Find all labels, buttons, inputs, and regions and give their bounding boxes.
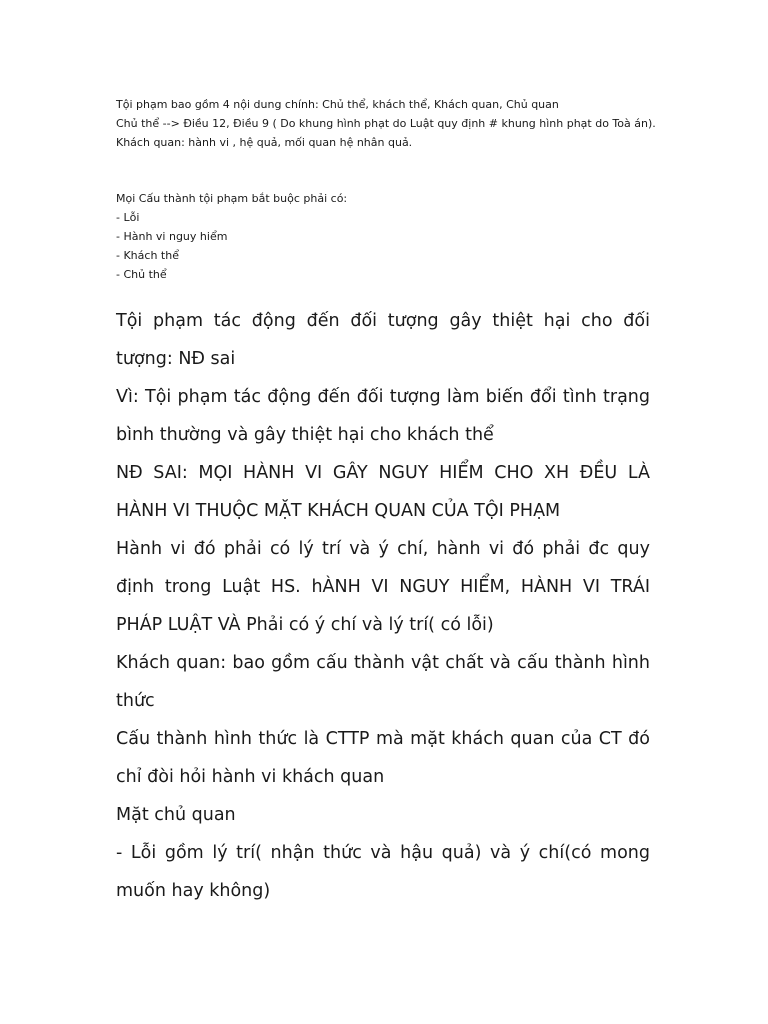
requirement-item: - Chủ thể bbox=[116, 268, 167, 281]
requirement-item: - Khách thể bbox=[116, 249, 179, 262]
note-paragraph: Khách quan: bao gồm cấu thành vật chất và cấu thành hình thức bbox=[116, 653, 650, 711]
requirement-item: - Lỗi bbox=[116, 211, 140, 224]
requirements-heading: Mọi Cấu thành tội phạm bắt buộc phải có: bbox=[116, 192, 348, 205]
note-paragraph: NĐ SAI: MỌI HÀNH VI GÂY NGUY HIỂM CHO XH ĐỀU LÀ HÀNH VI THUỘC MẶT KHÁCH QUAN CỦA TỘI PHẠM bbox=[116, 463, 650, 521]
note-paragraph: Mặt chủ quan bbox=[116, 805, 236, 825]
requirement-item: - Hành vi nguy hiểm bbox=[116, 230, 228, 243]
requirements-section bbox=[116, 189, 676, 284]
intro-section bbox=[116, 95, 676, 152]
intro-line-objective: Khách quan: hành vi , hệ quả, mối quan hệ nhân quả. bbox=[116, 136, 413, 149]
intro-line-components: Tội phạm bao gồm 4 nội dung chính: Chủ thể, khách thể, Khách quan, Chủ quan bbox=[116, 98, 559, 111]
note-paragraph: Hành vi đó phải có lý trí và ý chí, hành vi đó phải đc quy định trong Luật HS. hÀNH VI NGUY HIỂM, HÀNH VI TRÁI PHÁP LUẬT VÀ Phải có ý chí và lý trí( có lỗi) bbox=[116, 539, 650, 635]
notes-section bbox=[116, 302, 650, 910]
note-paragraph: Tội phạm tác động đến đối tượng gây thiệt hại cho đối tượng: NĐ sai bbox=[116, 311, 650, 369]
note-paragraph: Cấu thành hình thức là CTTP mà mặt khách quan của CT đó chỉ đòi hỏi hành vi khách quan bbox=[116, 729, 650, 787]
intro-line-subject: Chủ thể --> Điều 12, Điều 9 ( Do khung hình phạt do Luật quy định # khung hình phạt do Toà án). bbox=[116, 117, 656, 130]
note-paragraph: - Lỗi gồm lý trí( nhận thức và hậu quả) và ý chí(có mong muốn hay không) bbox=[116, 843, 650, 901]
note-paragraph: Vì: Tội phạm tác động đến đối tượng làm biến đổi tình trạng bình thường và gây thiệt hại cho khách thể bbox=[116, 387, 650, 445]
